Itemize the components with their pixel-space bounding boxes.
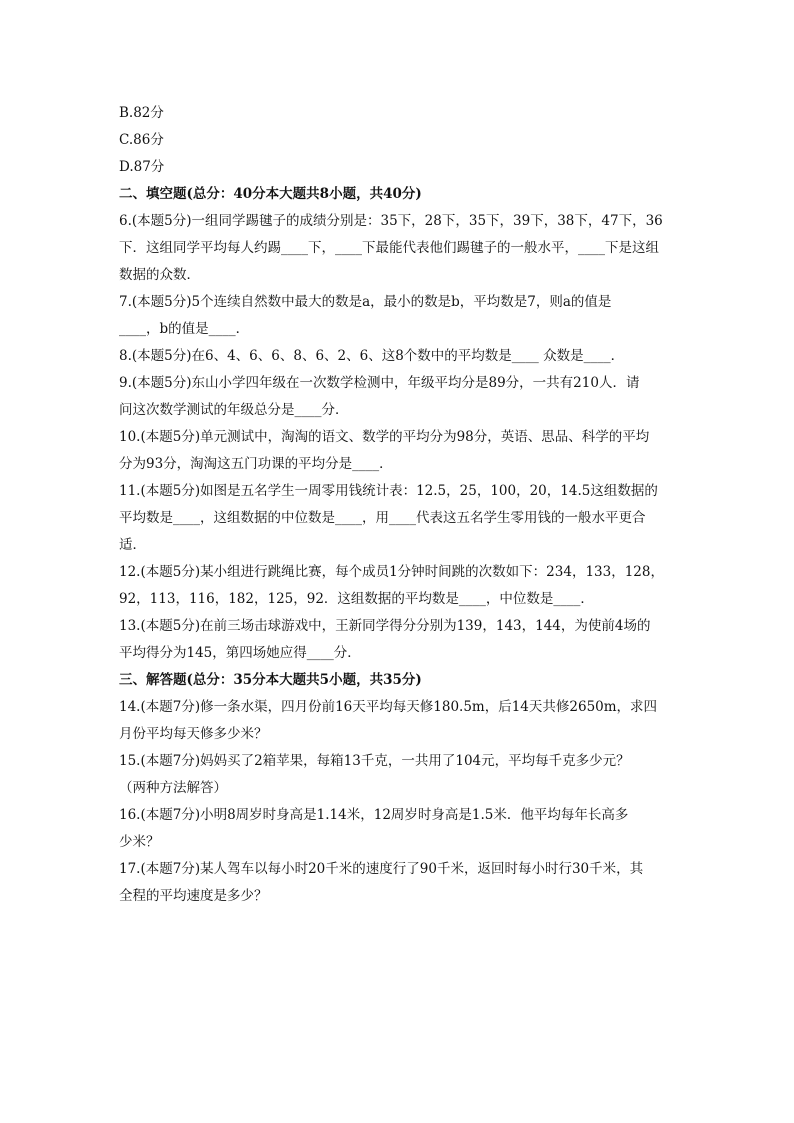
- question-line: 9.(本题5分)东山小学四年级在一次数学检测中，年级平均分是89分，一共有210人．请: [119, 375, 640, 391]
- question-line: 11.(本题5分)如图是五名学生一周零用钱统计表：12.5，25，100，20，14.5这组数据的: [119, 483, 658, 499]
- answer-option: D.87分: [119, 159, 165, 175]
- question-line: 92，113，116，182，125，92．这组数据的平均数是____，中位数是____．: [119, 591, 594, 607]
- question-line: 15.(本题7分)妈妈买了2箱苹果，每箱13千克，一共用了104元，平均每千克多少元？: [119, 753, 630, 769]
- question-line: 17.(本题7分)某人驾车以每小时20千米的速度行了90千米，返回时每小时行30千米，其: [119, 861, 644, 877]
- question-line: 下．这组同学平均每人约踢____下，____下最能代表他们踢毽子的一般水平，____下是这组: [119, 240, 659, 256]
- question-line: 12.(本题5分)某小组进行跳绳比赛，每个成员1分钟时间跳的次数如下：234，133，128，: [119, 564, 664, 580]
- question-line: 月份平均每天修多少米？: [119, 726, 268, 742]
- question-line: 10.(本题5分)单元测试中，淘淘的语文、数学的平均分为98分，英语、思品、科学的平均: [119, 429, 650, 445]
- question-line: 问这次数学测试的年级总分是____分．: [119, 402, 349, 418]
- question-line: 6.(本题5分)一组同学踢毽子的成绩分别是：35下，28下，35下，39下，38下，47下，36: [119, 213, 663, 229]
- question-line: 13.(本题5分)在前三场击球游戏中，王新同学得分分别为139，143，144，为使前4场的: [119, 618, 651, 634]
- question-line: 8.(本题5分)在6、4、6、6、8、6、2、6、这8个数中的平均数是____ 众数是____．: [119, 348, 625, 364]
- question-line: 7.(本题5分)5个连续自然数中最大的数是a，最小的数是b，平均数是7，则a的值是: [119, 294, 612, 310]
- exam-page: [119, 100, 679, 910]
- question-line: （两种方法解答）: [119, 780, 227, 796]
- question-line: 全程的平均速度是多少？: [119, 888, 268, 904]
- question-line: 平均数是____，这组数据的中位数是____，用____代表这五名学生零用钱的一般水平更合: [119, 510, 646, 526]
- question-line: 分为93分，淘淘这五门功课的平均分是____．: [119, 456, 393, 472]
- question-line: 16.(本题7分)小明8周岁时身高是1.14米，12周岁时身高是1.5米．他平均每年长高多: [119, 807, 629, 823]
- question-line: ____，b的值是____．: [119, 321, 250, 337]
- question-line: 适．: [119, 537, 146, 553]
- question-line: 平均得分为145，第四场她应得____分．: [119, 645, 361, 661]
- answer-option: B.82分: [119, 105, 164, 121]
- question-line: 少米？: [119, 834, 160, 850]
- section-heading: 三、解答题(总分：35分本大题共5小题，共35分): [119, 672, 422, 688]
- section-heading: 二、填空题(总分：40分本大题共8小题，共40分): [119, 186, 422, 202]
- question-line: 数据的众数．: [119, 267, 200, 283]
- answer-option: C.86分: [119, 132, 164, 148]
- question-line: 14.(本题7分)修一条水渠，四月份前16天平均每天修180.5m，后14天共修2650m，求四: [119, 699, 658, 715]
